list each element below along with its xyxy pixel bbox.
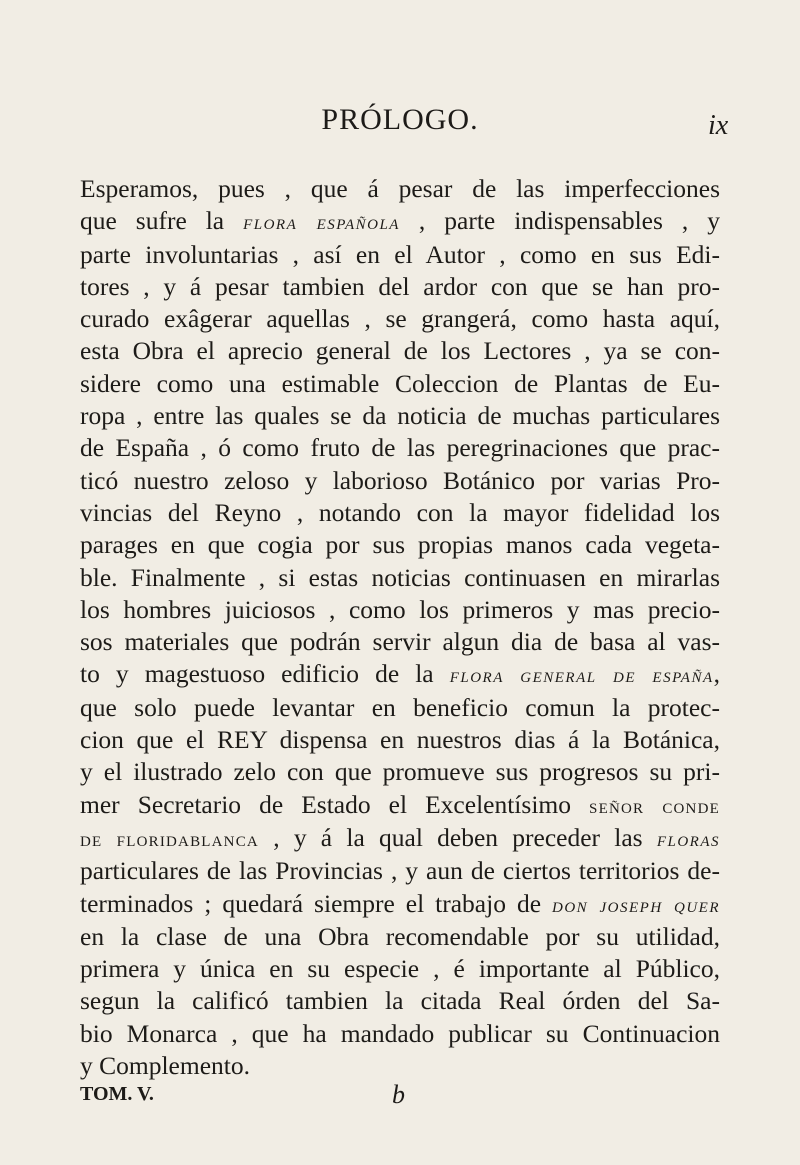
styled-text: don joseph quer [552,892,721,917]
text-segment: curado exâgerar aquellas , se grangerá, como hasta aquí, [80,304,720,334]
text-segment: ropa , entre las quales se da noticia de muchas particulares [80,401,720,431]
text-segment: segun la calificó tambien la citada Real órden del Sa- [80,986,720,1016]
text-line [80,756,720,788]
text-segment: parte involuntarias , así en el Autor , como en sus Edi- [80,239,720,269]
styled-text: floras [656,826,720,851]
signature-mark: b [392,1080,405,1109]
styled-text: señor conde [589,793,720,818]
styled-text: flora española [243,210,400,235]
text-line [80,985,720,1017]
page-title: PRÓLOGO. [321,103,479,136]
text-line [80,888,720,921]
text-segment: , parte indispensables , y [399,206,720,236]
text-line [80,529,720,561]
text-segment: y Complemento. [80,1051,250,1081]
text-line [80,658,720,691]
styled-text: flora general de españa [449,663,714,688]
text-line [80,303,720,335]
styled-text: de floridablanca [80,826,259,851]
text-segment: de España , ó como fruto de las peregrinaciones que prac- [80,433,720,463]
text-segment: sos materiales que podrán servir algun dia de basa al vas- [80,627,720,657]
text-segment: cion que el REY dispensa en nuestros dias á la Botánica, [80,725,720,755]
text-line [80,626,720,658]
text-segment: esta Obra el aprecio general de los Lectores , ya se con- [80,336,720,366]
text-segment: vincias del Reyno , notando con la mayor fidelidad los [80,497,720,527]
text-line [80,368,720,400]
text-segment: particulares de las Provincias , y aun de ciertos territorios de- [80,856,720,886]
text-segment: y el ilustrado zelo con que promueve sus progresos su pri- [80,757,720,787]
text-segment: parages en que cogia por sus propias manos cada vegeta- [80,530,720,560]
body-paragraph [80,173,720,1082]
text-segment: ble. Finalmente , si estas noticias continuasen en mirarlas [80,562,720,592]
text-line [80,239,720,271]
text-line [80,921,720,953]
text-line [80,432,720,464]
text-line [80,594,720,626]
text-segment: terminados ; quedará siempre el trabajo de [80,888,553,918]
text-line [80,400,720,432]
text-segment: tores , y á pesar tambien del ardor con que se han pro- [80,271,720,301]
text-line [80,562,720,594]
text-segment: Esperamos, pues , que á pesar de las imperfecciones [80,174,720,203]
text-line [80,1050,720,1082]
text-segment: ticó nuestro zeloso y laborioso Botánico por varias Pro- [80,465,720,495]
page-number: ix [708,110,729,141]
text-segment: que sufre la [80,206,244,236]
text-line [80,822,720,855]
text-segment: , y á la qual deben preceder las [258,822,657,852]
text-line [80,724,720,756]
text-segment: to y magestuoso edificio de la [80,659,450,689]
text-line [80,1018,720,1050]
text-line [80,335,720,367]
text-line [80,173,720,205]
text-segment: sidere como una estimable Coleccion de Plantas de Eu- [80,368,720,398]
text-segment: bio Monarca , que ha mandado publicar su Continuacion [80,1018,720,1048]
text-segment: que solo puede levantar en beneficio comun la protec- [80,692,720,722]
text-line [80,855,720,887]
volume-label: TOM. V. [80,1083,154,1105]
text-line [80,692,720,724]
text-line [80,789,720,822]
text-line [80,205,720,238]
text-line [80,271,720,303]
text-segment: los hombres juiciosos , como los primeros y mas precio- [80,594,720,624]
text-line [80,953,720,985]
text-segment: primera y única en su especie , é importante al Público, [80,954,720,984]
text-segment: en la clase de una Obra recomendable por su utilidad, [80,921,720,951]
text-line [80,497,720,529]
text-segment: mer Secretario de Estado el Excelentísimo [80,789,590,819]
text-segment: , [713,659,720,689]
text-line [80,465,720,497]
